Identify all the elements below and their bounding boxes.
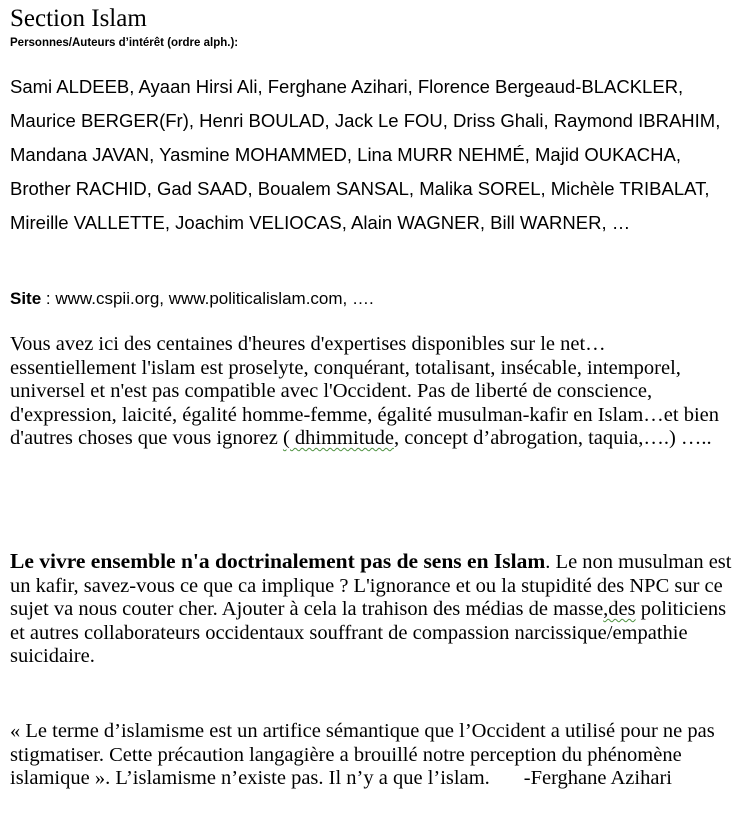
paragraph-expertise-text-b: , concept d’abrogation, taquia,….) ….. (394, 427, 712, 449)
site-label: Site (10, 289, 42, 308)
site-links: : www.cspii.org, www.politicalislam.com, …. (41, 289, 374, 308)
quote-paragraph (10, 720, 732, 791)
authors-subtitle: Personnes/Auteurs d’intérêt (ordre alph.): (10, 37, 239, 49)
quote-text: « Le terme d’islamisme est un artifice sémantique que l’Occident a utilisé pour ne pas stigmatiser. Cette précaution langagière a brouillé notre perception du phénomène islamique ». L’islamisme n’existe pas. Il n’y a que l’islam. (10, 720, 715, 789)
authors-list: Sami ALDEEB, Ayaan Hirsi Ali, Ferghane Azihari, Florence Bergeaud-BLACKLER, Maurice BERGER(Fr), Henri BOULAD, Jack Le FOU, Driss Ghali, Raymond IBRAHIM, Mandana JAVAN, Yasmine MOHAMMED, Lina MURR NEHMÉ, Majid OUKACHA, Brother RACHID, Gad SAAD, Boualem SANSAL, Malika SOREL, Michèle TRIBALAT, Mireille VALLETTE, Joachim VELIOCAS, Alain WAGNER, Bill WARNER, … (10, 76, 721, 233)
paragraph-vivre-ensemble (10, 550, 732, 669)
paragraph-vivre-ensemble-heading: Le vivre ensemble n'a doctrinalement pas de sens en Islam (10, 549, 546, 573)
site-line (10, 287, 730, 311)
spellcheck-flag-dhimmitude: ( dhimmitude (282, 427, 394, 449)
paragraph-vivre-ensemble-text-b: politiciens et autres collaborateurs occidentaux souffrant de compassion narcissique/empathie suicidaire. (10, 598, 727, 667)
paragraph-expertise-text-a: Vous avez ici des centaines d'heures d'expertises disponibles sur le net…essentiellement l'islam est proselyte, conquérant, totalisant, insécable, intemporel, universel et n'est pas compatible avec l'Occident. Pas de liberté de conscience, d'expression, laicité, égalité homme-femme, égalité musulman-kafir en Islam…et bien d'autres choses que vous ignorez (10, 333, 719, 449)
spellcheck-flag-des: ,des (603, 598, 636, 620)
paragraph-expertise (10, 333, 732, 451)
paragraph-vivre-ensemble-text-a: . Le non musulman est un kafir, savez-vous ce que ca implique ? L'ignorance et ou la stupidité des NPC sur ce sujet va nous couter cher. Ajouter à cela la trahison des médias de masse (10, 551, 732, 620)
quote-attribution: -Ferghane Azihari (523, 767, 672, 789)
section-title: Section Islam (10, 5, 147, 32)
